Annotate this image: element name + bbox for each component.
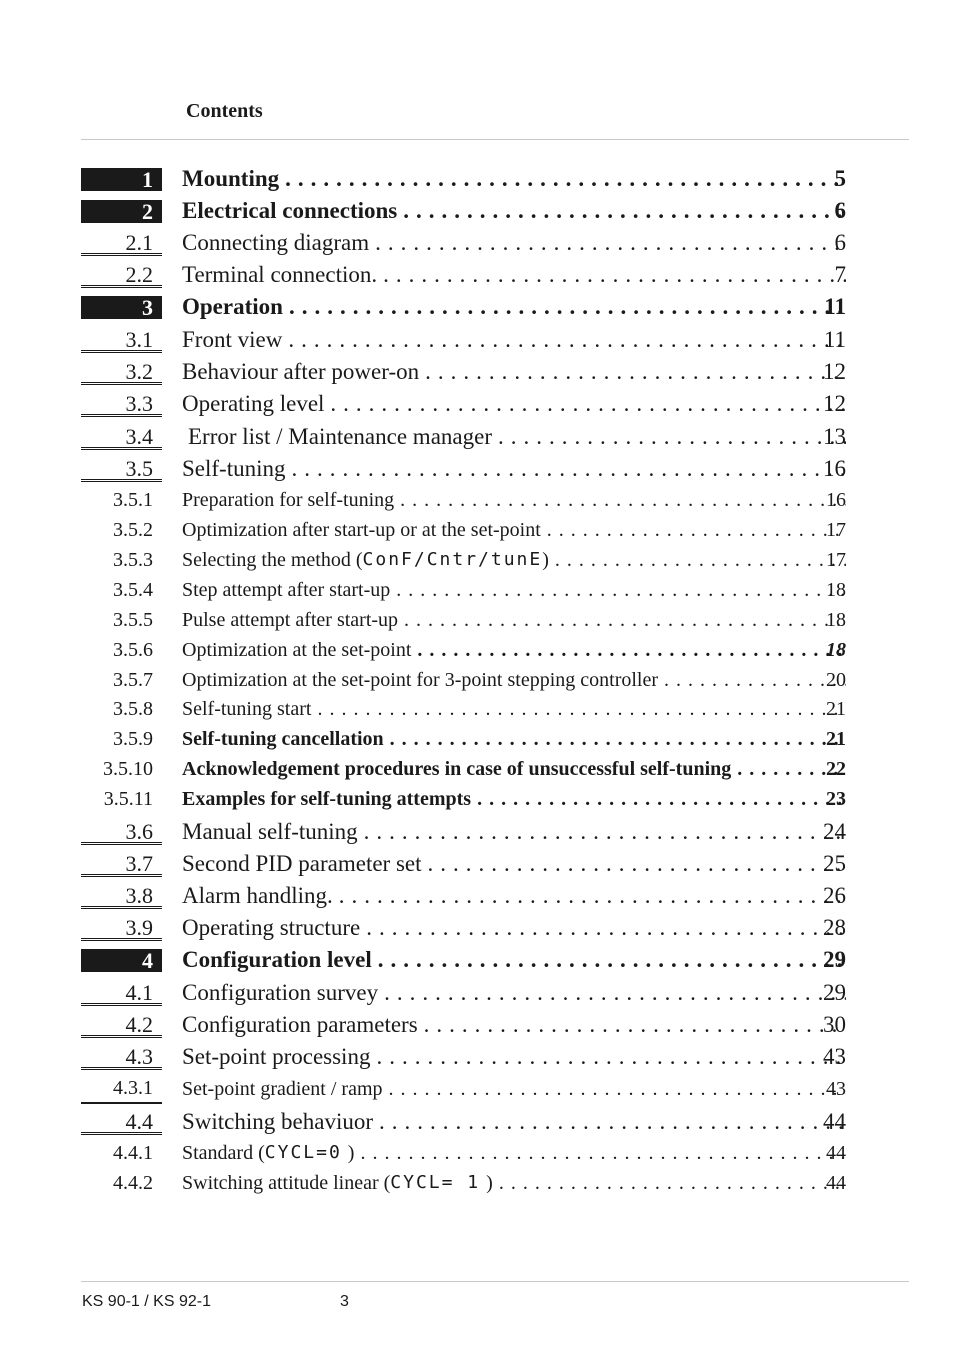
entry-title: Configuration level (182, 947, 372, 972)
entry-title: Mounting (182, 166, 280, 191)
entry-title: Acknowledgement procedures in case of unsuccessful self-tuning (182, 758, 732, 780)
page-number: 43 (823, 1044, 846, 1069)
section-number: 4.2 (81, 1012, 162, 1038)
entry-title: Standard ( (182, 1142, 265, 1164)
page-number: 17 (826, 549, 846, 571)
section-number: 4.1 (81, 980, 162, 1006)
subsection-number: 3.5.1 (113, 489, 153, 511)
entry-title-suffix: ) (486, 1172, 493, 1194)
lcd-code-text: CYCL=0 (264, 1142, 342, 1163)
entry-title: Selecting the method ( (182, 549, 363, 571)
entry-title: Front view (182, 327, 283, 352)
section-number: 3.9 (81, 915, 162, 941)
section-number: 4.3 (81, 1044, 162, 1070)
page-number: 21 (826, 728, 846, 750)
dot-leader (384, 978, 846, 1008)
entry-title: Configuration parameters (182, 1012, 418, 1037)
page-number: 44 (823, 1109, 846, 1134)
entry-title: Self-tuning (182, 456, 286, 481)
chapter-number: 2 (81, 200, 162, 223)
entry-title: Error list / Maintenance manager (188, 424, 492, 449)
section-number: 2.2 (81, 262, 162, 288)
entry-title: Operating level (182, 391, 325, 416)
section-number: 3.7 (81, 851, 162, 877)
page-number: 6 (834, 198, 846, 223)
page-number: 18 (826, 639, 846, 661)
subsection-number: 4.3.1 (81, 1076, 162, 1104)
entry-title: Set-point processing (182, 1044, 371, 1069)
subsection-number: 4.4.2 (113, 1172, 153, 1194)
page-number: 24 (823, 819, 846, 844)
section-number: 3.2 (81, 359, 162, 385)
entry-title-suffix: ) (347, 1142, 355, 1164)
page-number: 12 (823, 391, 846, 416)
section-number: 3.8 (81, 883, 162, 909)
dot-leader (376, 1042, 846, 1072)
dot-leader (425, 357, 846, 387)
entry-title: Terminal connection. (182, 262, 378, 287)
page-number: 12 (823, 359, 846, 384)
page-number: 28 (823, 915, 846, 940)
dot-leader (499, 1168, 846, 1198)
page-number: 18 (826, 579, 846, 601)
entry-title: Alarm handling. (182, 883, 333, 908)
page-number: 29 (823, 947, 846, 972)
page-number: 43 (826, 1078, 846, 1100)
page-number: 13 (823, 424, 846, 449)
chapter-number: 3 (81, 296, 162, 319)
subsection-number: 3.5.10 (103, 758, 153, 780)
dot-leader (477, 784, 846, 814)
chapter-number: 4 (81, 949, 162, 972)
subsection-number: 3.5.4 (113, 579, 153, 601)
subsection-number: 3.5.5 (113, 609, 153, 631)
subsection-number: 3.5.2 (113, 519, 153, 541)
entry-title: Preparation for self-tuning (182, 489, 395, 511)
subsection-number: 3.5.11 (103, 788, 153, 810)
entry-title: Second PID parameter set (182, 851, 422, 876)
page-number: 17 (826, 519, 846, 541)
dot-leader (400, 485, 846, 515)
dot-leader (396, 575, 846, 605)
dot-leader (547, 515, 846, 545)
entry-title: Operation (182, 294, 283, 319)
dot-leader (288, 325, 846, 355)
dot-leader (383, 260, 846, 290)
footer-divider (81, 1281, 909, 1282)
page-number: 25 (823, 851, 846, 876)
dot-leader (389, 1074, 846, 1104)
entry-title: Optimization after start-up or at the set-point (182, 519, 541, 541)
entry-title: Connecting diagram (182, 230, 370, 255)
dot-leader (555, 545, 846, 575)
page-number: 20 (826, 669, 846, 691)
subsection-number: 3.5.9 (113, 728, 153, 750)
page-number: 26 (823, 883, 846, 908)
page-number: 18 (826, 609, 846, 631)
page-number: 29 (823, 980, 846, 1005)
dot-leader (366, 913, 846, 943)
page-number: 23 (826, 788, 846, 810)
dot-leader (403, 196, 846, 226)
entry-title: Optimization at the set-point for 3-point stepping controller (182, 669, 659, 691)
entry-title: Pulse attempt after start-up (182, 609, 399, 631)
entry-title: Operating structure (182, 915, 361, 940)
entry-title: Switching attitude linear ( (182, 1172, 391, 1194)
page-number: 16 (823, 456, 846, 481)
dot-leader (285, 164, 846, 194)
entry-title: Self-tuning start (182, 698, 312, 720)
dot-leader (292, 454, 847, 484)
entry-title: Examples for self-tuning attempts (182, 788, 472, 810)
page-number: 7 (834, 262, 846, 287)
entry-title-suffix: ) (542, 549, 549, 571)
dot-leader (360, 1138, 846, 1168)
page-number: 6 (834, 230, 846, 255)
lcd-code-text: CYCL= 1 (390, 1172, 481, 1193)
section-number: 3.1 (81, 327, 162, 353)
page-number: 16 (826, 489, 846, 511)
dot-leader (289, 292, 846, 322)
subsection-number: 3.5.3 (113, 549, 153, 571)
dot-leader (498, 422, 846, 452)
page-number: 44 (826, 1172, 846, 1194)
dot-leader (330, 389, 846, 419)
section-number: 2.1 (81, 230, 162, 256)
entry-title: Manual self-tuning (182, 819, 358, 844)
subsection-number: 3.5.8 (113, 698, 153, 720)
page-number: 5 (834, 166, 846, 191)
entry-title: Optimization at the set-point (182, 639, 412, 661)
lcd-code-text: ConF/Cntr/tunE (362, 549, 543, 570)
section-number: 3.6 (81, 819, 162, 845)
entry-title: Behaviour after power-on (182, 359, 420, 384)
dot-leader (339, 881, 846, 911)
chapter-number: 1 (81, 168, 162, 191)
dot-leader (404, 605, 846, 635)
subsection-number: 4.4.1 (113, 1142, 153, 1164)
page-number: 21 (826, 698, 846, 720)
dot-leader (378, 945, 846, 975)
section-number: 4.4 (81, 1109, 162, 1135)
subsection-number: 3.5.6 (113, 639, 153, 661)
entry-title: Self-tuning cancellation (182, 728, 384, 750)
dot-leader (317, 694, 846, 724)
section-number: 3.3 (81, 391, 162, 417)
dot-leader (424, 1010, 846, 1040)
entry-title: Step attempt after start-up (182, 579, 391, 601)
dot-leader (364, 817, 846, 847)
footer-product: KS 90-1 / KS 92-1 (82, 1293, 211, 1310)
page-number: 44 (826, 1142, 846, 1164)
entry-title: Switching behaviuor (182, 1109, 373, 1134)
dot-leader (390, 724, 846, 754)
entry-title: Set-point gradient / ramp (182, 1078, 383, 1100)
page-number: 11 (824, 294, 846, 319)
entry-title: Electrical connections (182, 198, 398, 223)
page-number: 30 (823, 1012, 846, 1037)
dot-leader (375, 228, 846, 258)
section-number: 3.5 (81, 456, 162, 482)
page-number: 22 (826, 758, 846, 780)
section-number: 3.4 (81, 424, 162, 450)
subsection-number: 3.5.7 (113, 669, 153, 691)
dot-leader (417, 635, 846, 665)
page-title: Contents (186, 100, 263, 122)
page-number: 11 (823, 327, 846, 352)
dot-leader (379, 1107, 846, 1137)
entry-title: Configuration survey (182, 980, 379, 1005)
dot-leader (428, 849, 846, 879)
footer-page-number: 3 (340, 1293, 349, 1310)
